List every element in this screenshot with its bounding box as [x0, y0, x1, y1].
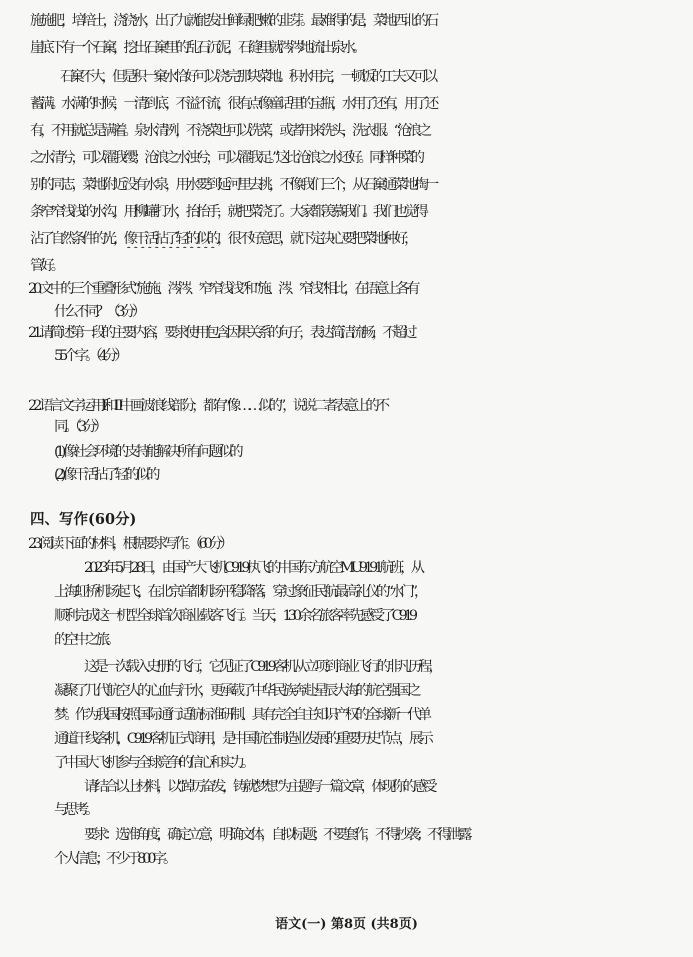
material-line: 的空中之旅。	[54, 632, 117, 648]
material-line: 上海虹桥机场起飞，在北京首都机场平稳降落，穿过象征民航最高礼仪的“水门”，	[54, 584, 425, 600]
question-text: 20. 文中的三个重叠形式“施施、涔涔、窄窄浅浅”和“施、涔、窄浅”相比，在语意上各有	[28, 281, 417, 297]
passage-text: 沾了自然条件的光，	[30, 231, 124, 247]
passage-line: 条窄窄浅浅的水沟，用柳罐打水，抬抬手，就把菜浇了。大家都羡慕我们。我们也觉得	[30, 204, 425, 220]
wavy-underlined-phrase: 像干活拈了轻的似的	[123, 231, 218, 247]
material-line: 顺利完成这一机型全球首次商业载客飞行。当天，130余名旅客率先感受了C919	[54, 608, 415, 624]
question-text: 21. 请简述第一段的主要内容，要求使用包含因果关系的句子，表达简洁流畅，不超过	[28, 325, 414, 341]
passage-line: 之水清兮，可以濯我缨；沧浪之水浊兮，可以濯我足。”这比沧浪之水还好。同样种菜的	[30, 150, 422, 166]
question-text: 22. 语言文字运用Ⅰ和Ⅱ中画波浪线部分，都有“像……似的”，说说二者表意上的不	[28, 398, 387, 414]
material-line: 梦。作为我国按照国际通行适航标准研制、具有完全自主知识产权的全球新一代单	[54, 707, 429, 723]
material-line: 通道干线客机，C919客机正式商用，是中国航空制造业发展的重要历史节点，展示	[54, 731, 430, 747]
section-heading: 四、写作(60分)	[30, 511, 137, 528]
passage-line: 蓄满。水满的时候，一清到底，不溢不流，很有点像童话里的宝瓶，水用了还有，用了还	[30, 96, 436, 112]
emphasis-dot: 积	[288, 69, 300, 85]
passage-line: 崖底下有一个石窠，挖出石窠里的乱石沉泥，石缝里就涔涔地流出泉水。	[30, 40, 363, 56]
material-line: 2023年5月28日，由国产大飞机C919执飞的中国东方航空MU9191航班，从	[84, 560, 422, 576]
passage-line	[0, 68, 693, 86]
passage-line	[0, 230, 693, 248]
question-text: 什么不同？（3分）	[54, 304, 143, 320]
requirements-line: 个人信息；不少于800字。	[54, 851, 174, 867]
passage-line: 管好。	[30, 258, 62, 274]
material-line: 凝聚了几代航空人的心血与汗水，更承载了中华民族奔赴星辰大海的航空强国之	[54, 683, 418, 699]
material-line: 这是一次载入史册的飞行，它见证了C919客机从立项到商业飞行的非凡历程，	[84, 659, 439, 675]
page-footer: 语文(一) 第8页 (共8页)	[275, 917, 418, 932]
passage-text: 水用完，一顿饭的工夫又可以	[299, 69, 435, 85]
task-line: 与思考。	[54, 802, 96, 818]
passage-text: 石窠不大，但是积一窠水恰好可以浇完那块菜地。	[60, 69, 289, 85]
material-line: 了中国大飞机参与全球竞争的信心和实力。	[54, 755, 252, 771]
question-text: 同。（3分）	[54, 419, 104, 435]
task-line: 请结合以上材料，以“踔厉奋发，铸就梦想”为主题写一篇文章，体现你的感受	[84, 779, 434, 795]
sub-item: (1) 像社会环境的支持能解决所有问题似的	[54, 444, 240, 460]
question-text: 23. 阅读下面的材料，根据要求写作。（60分）	[28, 536, 230, 552]
question-text: 55个字。（4分）	[54, 348, 125, 364]
passage-line: 别的同志，菜地附近没有水泉，用水要到延河里去挑，不像我们三个，从石窠通菜地掏一	[30, 177, 436, 193]
passage-line: 施施肥，培培土，浇浇水，出了九就能发出鲜绿肥嫩的韭芽。最难得的是，菜地西北的石	[30, 13, 436, 29]
passage-line: 有，不用就总是满着。泉水清冽，不浇菜也可以洗菜，或者用来洗头，洗衣服。“沧浪之	[30, 123, 429, 139]
passage-text: ，很不好意思，就下定决心要把菜地种好，	[217, 231, 415, 247]
requirements-line: 要求：选准角度，确定立意，明确文体，自拟标题；不要套作，不得抄袭；不得泄露	[84, 827, 469, 843]
sub-item: (2) 像干活拈了轻的似的	[54, 467, 157, 483]
